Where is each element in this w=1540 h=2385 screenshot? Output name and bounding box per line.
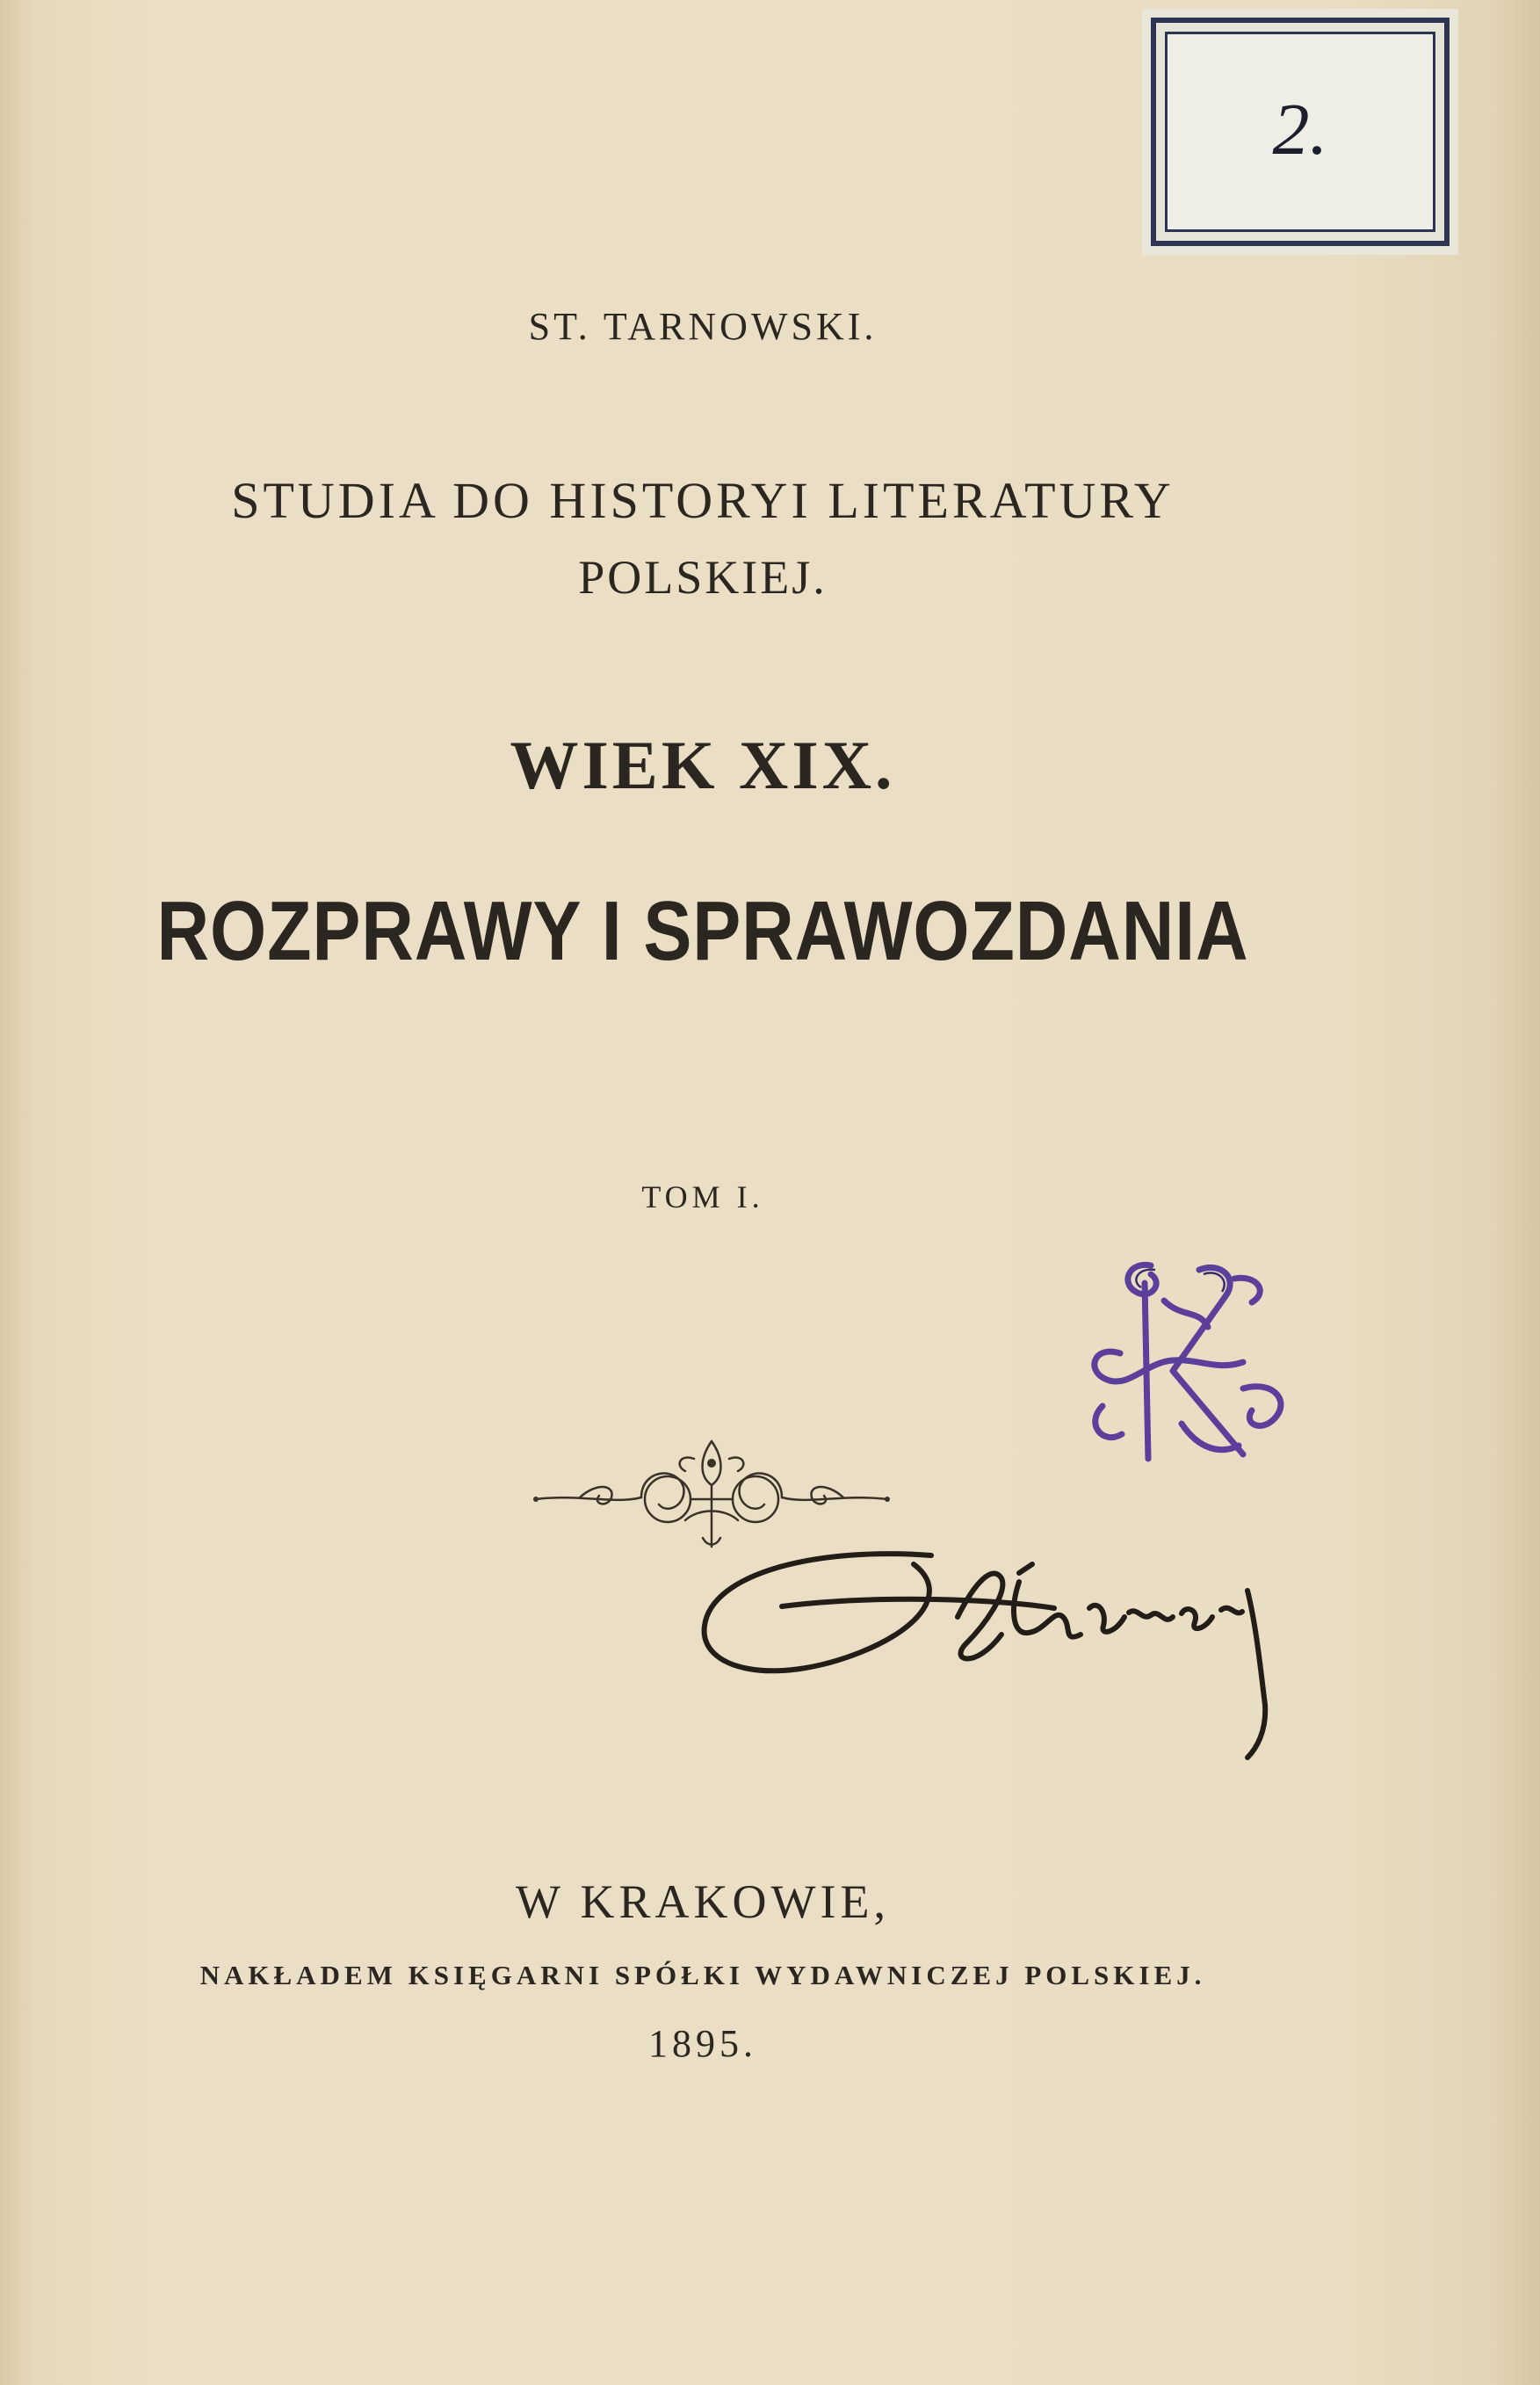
shelf-number: 2. — [1272, 89, 1328, 170]
series-century: WIEK XIX. — [510, 727, 896, 803]
book-title-line-1: STUDIA DO HISTORYI LITERATURY — [231, 472, 1175, 529]
book-subtitle: ROZPRAWY I SPRAWOZDANIA — [156, 884, 1249, 978]
volume-number: TOM I. — [641, 1179, 764, 1214]
publication-city: W KRAKOWIE, — [516, 1875, 890, 1928]
handwritten-signature — [685, 1529, 1327, 1775]
author-name: ST. TARNOWSKI. — [528, 305, 878, 348]
monogram-stamp — [1067, 1248, 1305, 1476]
library-shelf-label-frame — [1165, 32, 1435, 232]
publisher-name: NAKŁADEM KSIĘGARNI SPÓŁKI WYDAWNICZEJ POLSKIEJ. — [199, 1960, 1206, 1990]
book-title-line-2: POLSKIEJ. — [578, 551, 828, 604]
publication-year: 1895. — [648, 2022, 757, 2065]
library-shelf-label — [1151, 18, 1450, 246]
